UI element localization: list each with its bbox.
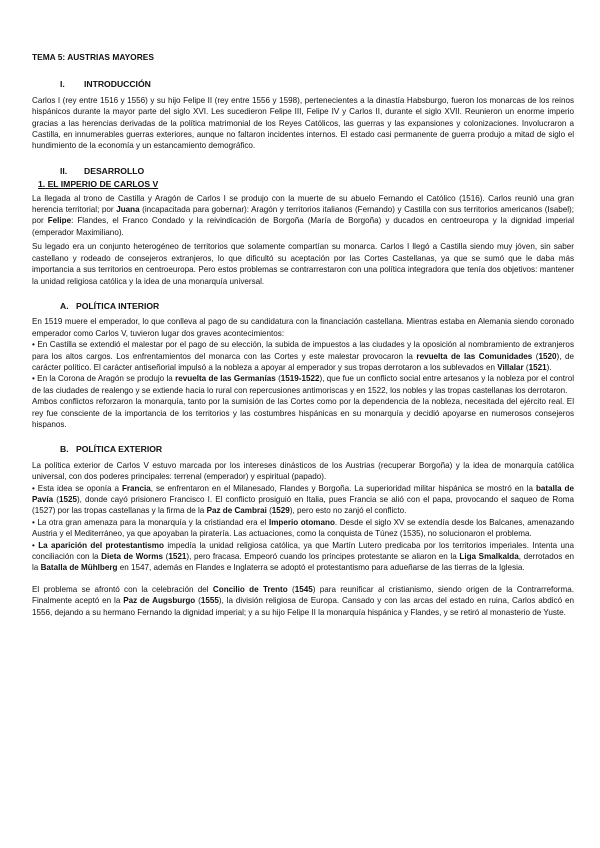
imperio-paragraph-1: La llegada al trono de Castilla y Aragón de Carlos I se produjo con la muerte de su abuelo Fernando el Católico (1516). Carlos reunió una gran herencia territorial; por Juana (incapacitada para gobernar): Aragón y territorios italianos (Fernando) y Castilla con sus territorios americanos (Isabel); por Felipe: Flandes, el Franco Condado y la reivindicación de Borgoña (María de Borgoña) y ducados en centroeuropa y la dignidad imperial (emperador Maximiliano).: [32, 193, 574, 237]
section-number: I.: [60, 79, 65, 90]
exterior-bullet-otomano: • La otra gran amenaza para la monarquía y la cristiandad era el Imperio otomano. Desde el siglo XV se extendía desde los Balcanes, amenazando Austria y el Mediterráneo, ya que apoyaban la piratería. Las actuaciones, como la conquista de Túnez (1535), no solucionaron el problema.: [32, 517, 575, 539]
section-number: II.: [60, 165, 68, 176]
imperio-paragraph-2: Su legado era un conjunto heterogéneo de territorios que solamente compartían su monarca. Carlos I llegó a Castilla siendo muy jóven, sin saber castellano y rodeado de consejeros extranjeros, lo que dificultó su aceptación por las Cortes Castellanas, ya que se sumó que le daba más importancia a sus territorios en centroeuropa. Pero estos problemas se contrarrestaron con una política integradora que tenía dos objetivos: mantener la unidad religiosa católica y la idea de una monarquía universal.: [32, 242, 574, 286]
subsection-title: EL IMPERIO DE CARLOS V: [47, 179, 159, 190]
exterior-paragraph-1: La política exterior de Carlos V estuvo marcada por los intereses dinásticos de los Austrias (recuperar Borgoña) y la idea de monarquía católica universal, con dos poderes principales: terrenal (emperador) y espiritual (papado).: [32, 460, 574, 482]
section-title: DESARROLLO: [84, 165, 145, 176]
subsection-letter: B.: [60, 444, 69, 455]
exterior-bullet-protestantismo: • La aparición del protestantismo impedía la unidad religiosa católica, ya que Martín Lutero predicaba por los territorios imperiales. Intenta una conciliación con la Dieta de Worms (1521), pero fracasa. Empeoró cuando los príncipes protestante se aliaron en la Liga Smalkalda, derrotados en la Batalla de Mühlberg en 1547, además en Flandes e Inglaterra se adoptó el protestantismo para adueñarse de las tierras de la Iglesia.: [32, 540, 574, 573]
subsection-title: POLÍTICA EXTERIOR: [76, 444, 163, 455]
document-title: TEMA 5: AUSTRIAS MAYORES: [32, 52, 154, 62]
subsection-heading-politica-interior: [32, 301, 574, 312]
subsection-number: 1.: [38, 179, 46, 190]
subsection-heading-politica-exterior: [32, 444, 574, 455]
section-heading-introduccion: [32, 79, 574, 90]
interior-bullet-germanias: • En la Corona de Aragón se produjo la revuelta de las Germanías (1519-1522), que fue un conflicto social entre artesanos y la nobleza por el control de las ciudades de realengo y se extiende hacia lo rural con repercusiones antimoriscas y en 1522, los nobles y las tropas castellanas los derrotaron.: [32, 374, 574, 395]
intro-paragraph: Carlos I (rey entre 1516 y 1556) y su hijo Felipe II (rey entre 1556 y 1598), pertenecientes a la dinastía Habsburgo, fueron los monarcas de los reinos hispánicos durante la mayor parte del siglo XVI. Les sucedieron Felipe III, Felipe IV y Carlos II, durante el siglo XVII. Reunieron un enorme imperio gracias a las herencias derivadas de la política matrimonial de los Reyes Católicos, las guerras y las expansiones y colonizaciones. Involucraron a Castilla, en innumerables guerras exteriores, aunque no faltaron incidentes internos. El estado casi permanente de guerra produjo a mitad de siglo el hundimiento de la economía y un estancamiento demográfico.: [32, 95, 574, 151]
interior-paragraph-2: Ambos conflictos reforzaron la monarquía, tanto por la sumisión de las Cortes como por la dependencia de la nobleza, necesitada del ejército real. El rey fue consciente de la importancia de los territorios y las costumbres hispánicas en su monarquía y decidió apoyarse en numerosos consejeros hispanos.: [32, 397, 574, 429]
subsection-heading-imperio: [38, 179, 574, 190]
section-heading-desarrollo: [32, 166, 574, 177]
exterior-bullet-francia: • Esta idea se oponía a Francia, se enfrentaron en el Milanesado, Flandes y Borgoña. La superioridad militar hispánica se mostró en la batalla de Pavía (1525), donde cayó prisionero Francisco I. El conflicto prosiguió en Italia, pues Francia se alió con el papa, provocando el saqueo de Roma (1527) por las tropas castellanas y la firma de la Paz de Cambrai (1529), pero esto no zanjó el conflicto.: [32, 483, 574, 516]
subsection-title: POLÍTICA INTERIOR: [76, 300, 160, 311]
exterior-paragraph-conclusion: El problema se afrontó con la celebración del Concilio de Trento (1545) para reunificar al cristianismo, siendo origen de la Contrarreforma. Finalmente aceptó en la Paz de Augsburgo (1555), la división religiosa de Europa. Cansado y con las arcas del estado en ruina, Carlos abdicó en 1556, dejando a su hermano Fernando la dignidad imperial; y a su hijo Felipe II la monarquía hispánica y Flandes, y se retiró al monasterio de Yuste.: [32, 584, 575, 617]
subsection-letter: A.: [60, 300, 69, 311]
interior-bullet-comunidades: • En Castilla se extendió el malestar por el pago de su elección, la subida de impuestos a las ciudades y la oposición al nombramiento de extranjeros para los altos cargos. Los enfrentamientos del monarca con las Cortes y este malestar provocaron la revuelta de las Comunidades (1520), de carácter político. El carácter antiseñorial impulsó a la nobleza a apoyar al emperador y sus tropas derrotaron a los sublevados en Villalar (1521).: [32, 340, 574, 372]
interior-paragraph-1: En 1519 muere el emperador, lo que conlleva al pago de su candidatura con la financiación castellana. Mientras estaba en Alemania siendo coronado emperador como Carlos V, tuvieron lugar dos graves acontecimientos:: [32, 317, 574, 338]
section-title: INTRODUCCIÓN: [84, 79, 151, 90]
